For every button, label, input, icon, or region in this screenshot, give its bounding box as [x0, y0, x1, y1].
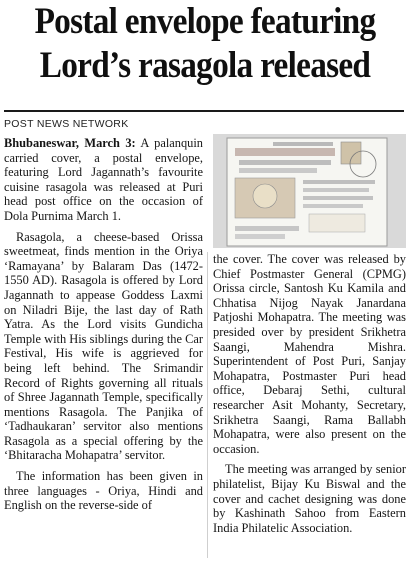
- dateline: Bhubaneswar, March 3:: [4, 136, 136, 150]
- byline-rule: [4, 110, 404, 112]
- headline: [21, 0, 390, 88]
- byline: POST NEWS NETWORK: [4, 118, 129, 130]
- envelope-photo: [213, 134, 406, 248]
- article-paragraph-1: [4, 136, 203, 224]
- article-paragraph-5: The meeting was arranged by senior philatelist, Bijay Ku Biswal and the cover and cachet designing was done by Kashinath Sahoo from Eastern India Philatelic Association.: [213, 462, 406, 535]
- column-divider: [207, 252, 208, 558]
- article-paragraph-4: the cover. The cover was released by Chief Postmaster General (CPMG) Orissa circle, Santosh Ku Kamila and Chhatisa Nijog Nayak Janardana Patjoshi Mohapatra. The meeting was presided over by president Srikhetra Saangi, Mahendra Mishra. Superintendent of Post Puri, Sanjay Mohapatra, Postmaster Puri head office, Debaraj Sethi, cultural researcher Asit Mohanty, Secretary, Srikhetra Saangi, Rama Ballabh Mohapatra, were also present on the occasion.: [213, 252, 406, 456]
- headline-line-1: Postal envelope featuring: [34, 1, 376, 42]
- article-column-left: [4, 136, 203, 561]
- headline-line-2: Lord’s rasagola released: [39, 45, 371, 86]
- article-column-right: [213, 252, 406, 562]
- article-paragraph-3: The information has been given in three languages - Oriya, Hindi and English on the reverse-side of: [4, 469, 203, 513]
- article-paragraph-1-text: A palanquin carried cover, a postal envelope, featuring Lord Jagannath’s favourite cuisine rasagola was released at Puri head post office on the occasion of Dola Purnima March 1.: [4, 136, 203, 223]
- article-paragraph-2: Rasagola, a cheese-based Orissa sweetmeat, finds mention in the Oriya ‘Ramayana’ by Balaram Das (1472-1550 AD). Rasagola is offered by Lord Jagannath to appease Goddess Laxmi on Niladri Bije, the last day of Rath Yatra. As the Lord visits Gundicha Temple with His siblings during the Car Festival, His wife is aggrieved for being left behind. The Srimandir Record of Rights governing all rituals of Shree Jagannath Temple, specifically mentions Rasagola. The Panjika of ‘Tadhaukaran’ servitor also mentions Rasagola as a special offering by the ‘Bhitaracha Mohapatra’ servitor.: [4, 229, 203, 463]
